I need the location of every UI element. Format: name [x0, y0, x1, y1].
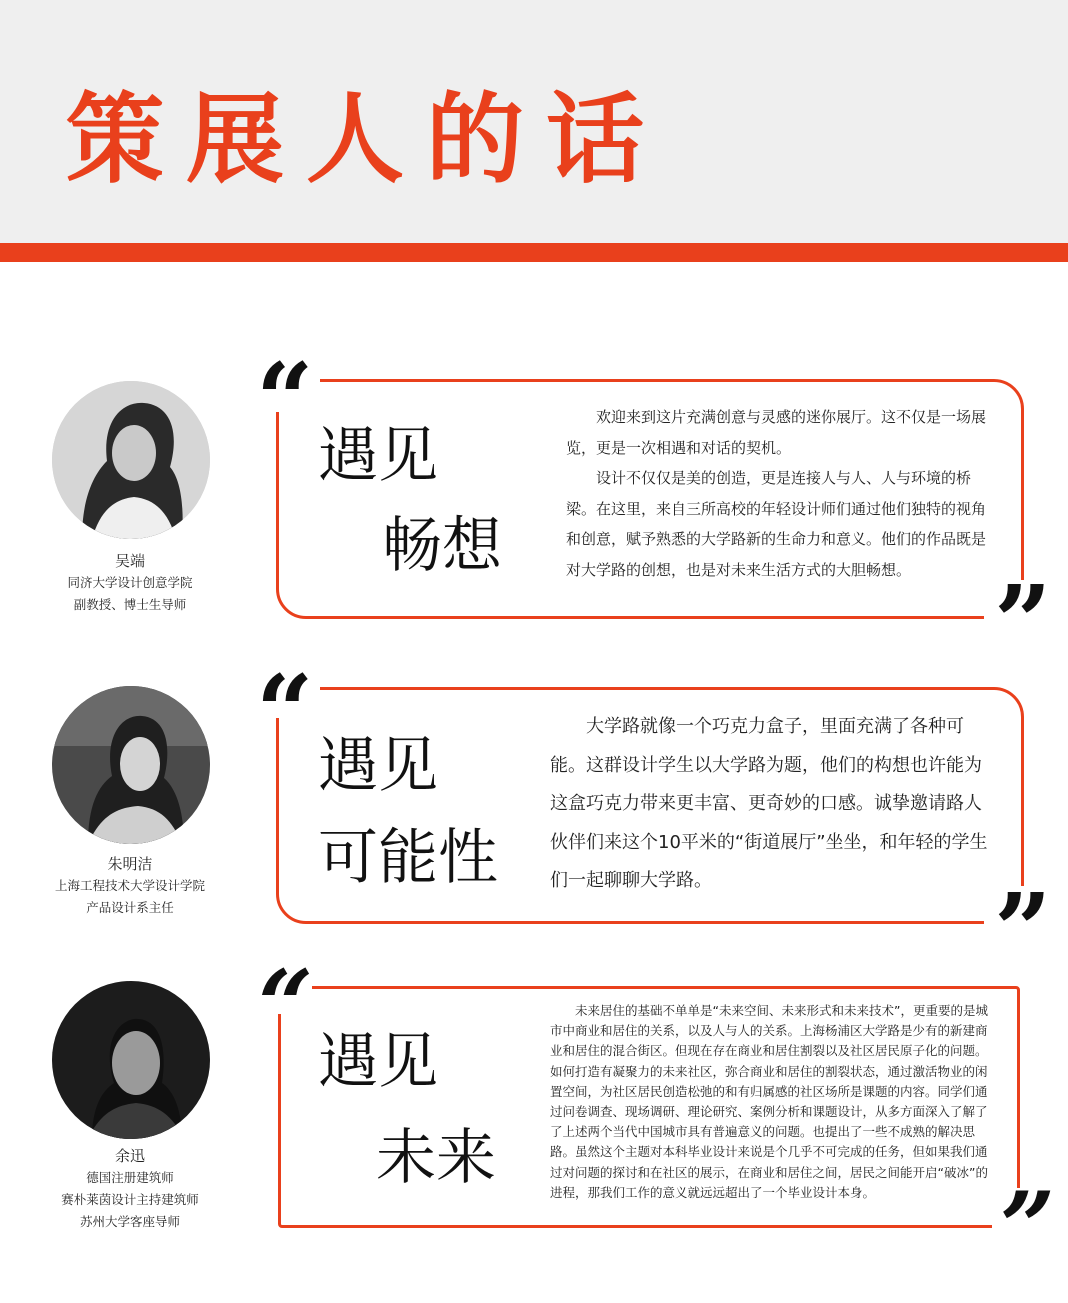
open-quote-mark: “: [256, 653, 314, 771]
person-info: [30, 853, 230, 919]
section-heading: 遇见: [318, 421, 438, 491]
person-name: 余迅: [114, 1147, 145, 1165]
avatar-portrait: [52, 381, 210, 539]
header-accent-bar: [0, 243, 1068, 262]
page-title: 策展人的话: [66, 83, 667, 197]
section-heading: 遇见: [318, 731, 438, 801]
statement-paragraph: 欢迎来到这片充满创意与灵感的迷你展厅。这不仅是一场展览，更是一次相遇和对话的契机。: [566, 408, 987, 457]
person-title: 副教授、博士生导师: [73, 597, 187, 612]
close-quote-mark: ”: [1000, 1171, 1056, 1284]
avatar-portrait: [52, 981, 210, 1139]
person-info: [30, 550, 230, 616]
avatar-portrait: [52, 686, 210, 844]
person-info: [30, 1145, 230, 1233]
person-title: 同济大学设计创意学院: [67, 575, 193, 590]
statement-paragraph: 大学路就像一个巧克力盒子，里面充满了各种可能。这群设计学生以大学路为题，他们的构想也许能为这盒巧克力带来更丰富、更奇妙的口感。诚挚邀请路人伙伴们来这个10平米的“街道展厅”坐坐，和年轻的学生们一起聊聊大学路。: [550, 716, 988, 891]
statement-text: [550, 1001, 996, 1203]
person-title: 赛朴莱茵设计主持建筑师: [61, 1192, 199, 1207]
close-quote-mark: ”: [994, 871, 1052, 989]
person-title: 德国注册建筑师: [86, 1170, 174, 1185]
open-quote-mark: “: [256, 341, 314, 459]
person-title: 苏州大学客座导师: [79, 1214, 180, 1229]
person-name: 朱明洁: [107, 855, 153, 873]
statement-paragraph: 未来居住的基础不单单是“未来空间、未来形式和未来技术”，更重要的是城市中商业和居住的关系，以及人与人的关系。上海杨浦区大学路是少有的新建商业和居住的混合街区。但现在存在商业和居住割裂以及社区居民原子化的问题。如何打造有凝聚力的未来社区，弥合商业和居住的割裂状态，通过激活物业的闲置空间，为社区居民创造松弛的和有归属感的社区场所是课题的内容。同学们通过问卷调查、现场调研、理论研究、案例分析和课题设计，从多方面深入了解了了上述两个当代中国城市具有普遍意义的问题。也提出了一些不成熟的解决思路。虽然这个主题对本科毕业设计来说是个几乎不可完成的任务，但如果我们通过对问题的探讨和在社区的展示，在商业和居住之间，居民之间能开启“破冰”的进程，那我们工作的意义就远远超出了一个毕业设计本身。: [550, 1003, 988, 1200]
section-heading: 可能性: [318, 823, 498, 893]
section-heading: 畅想: [382, 511, 502, 581]
statement-paragraph: 设计不仅仅是美的创造，更是连接人与人、人与环境的桥梁。在这里，来自三所高校的年轻设计师们通过他们独特的视角和创意，赋予熟悉的大学路新的生命力和意义。他们的作品既是对大学路的创想，也是对未来生活方式的大胆畅想。: [566, 469, 987, 579]
person-title: 产品设计系主任: [86, 900, 174, 915]
person-name: 吴端: [114, 552, 145, 570]
open-quote-mark: “: [258, 949, 314, 1062]
statement-text: [566, 402, 994, 585]
statement-text: [550, 708, 996, 901]
close-quote-mark: ”: [994, 563, 1052, 681]
section-heading: 未来: [376, 1123, 496, 1193]
person-title: 上海工程技术大学设计学院: [54, 878, 205, 893]
page-header: [0, 0, 1068, 243]
section-heading: 遇见: [318, 1027, 438, 1097]
